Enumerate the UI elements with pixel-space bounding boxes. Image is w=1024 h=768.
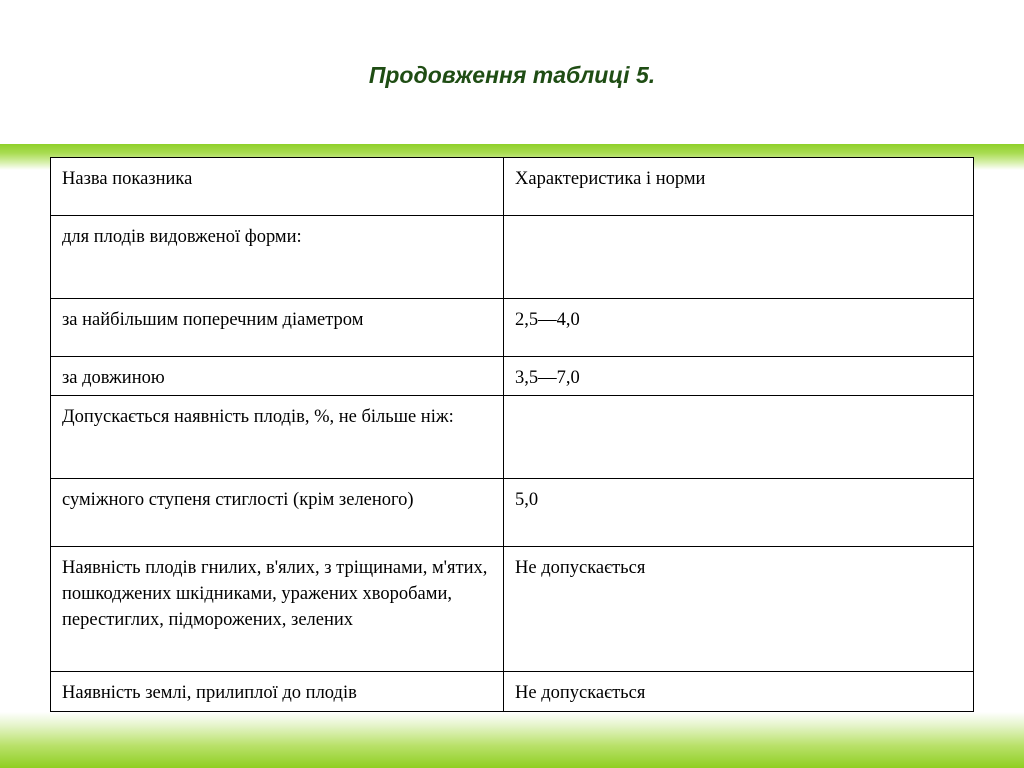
- norm-cell: Не допускається: [504, 672, 974, 712]
- table-header-row: [51, 158, 974, 216]
- header-cell-norm: Характеристика і норми: [504, 158, 974, 216]
- page-title: Продовження таблиці 5.: [368, 62, 656, 88]
- indicator-cell: за довжиною: [51, 357, 504, 396]
- table-row: [51, 479, 974, 547]
- norm-cell: 2,5—4,0: [504, 299, 974, 357]
- table-row: [51, 396, 974, 479]
- indicator-cell: Наявність плодів гнилих, в'ялих, з тріщинами, м'ятих, пошкоджених шкідниками, уражених хворобами, перестиглих, підморожених, зелених: [51, 547, 504, 672]
- table-row: [51, 547, 974, 672]
- bottom-green-band: [0, 712, 1024, 768]
- table-row: [51, 299, 974, 357]
- indicator-cell: Допускається наявність плодів, %, не більше ніж:: [51, 396, 504, 479]
- indicator-cell: Наявність землі, прилиплої до плодів: [51, 672, 504, 712]
- indicator-cell: за найбільшим поперечним діаметром: [51, 299, 504, 357]
- table-row: [51, 357, 974, 396]
- header-cell-indicator: Назва показника: [51, 158, 504, 216]
- norm-cell: [504, 396, 974, 479]
- norm-cell: 5,0: [504, 479, 974, 547]
- table-row: [51, 672, 974, 712]
- indicator-cell: суміжного ступеня стиглості (крім зеленого): [51, 479, 504, 547]
- indicator-cell: для плодів видовженої форми:: [51, 216, 504, 299]
- norm-cell: Не допускається: [504, 547, 974, 672]
- standards-table: [50, 157, 974, 712]
- table-row: [51, 216, 974, 299]
- norm-cell: 3,5—7,0: [504, 357, 974, 396]
- norm-cell: [504, 216, 974, 299]
